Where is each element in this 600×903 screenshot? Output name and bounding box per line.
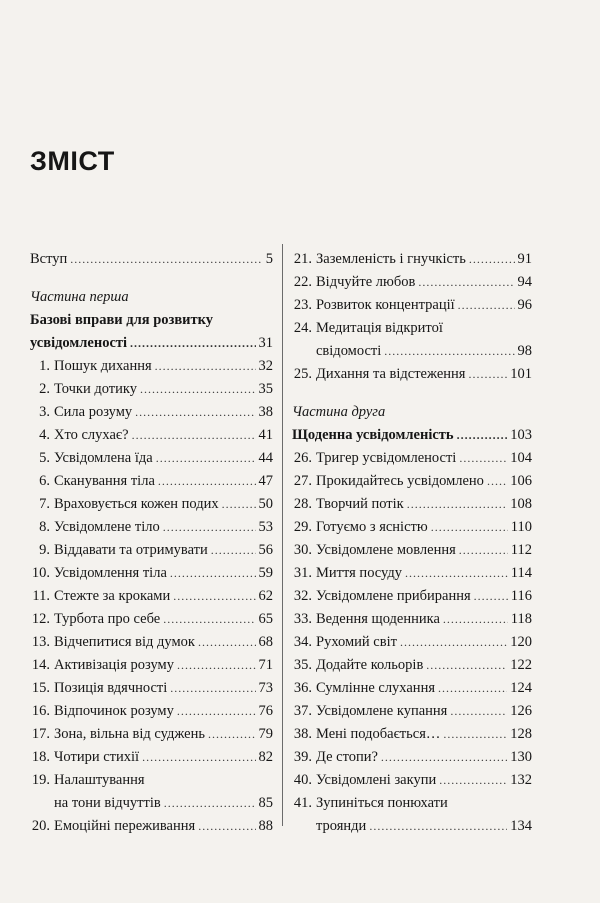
toc-page: 128 (510, 726, 532, 742)
leader-dots (163, 608, 255, 631)
toc-page: 94 (517, 274, 532, 290)
toc-number: 17. (31, 726, 50, 742)
leader-dots (438, 677, 507, 700)
toc-right-column (292, 248, 532, 838)
toc-label: Медитація відкритої (316, 320, 443, 336)
toc-number: 13. (31, 634, 50, 650)
toc-page: 32 (258, 358, 273, 374)
toc-page: 82 (258, 749, 273, 765)
toc-number: 41. (293, 795, 312, 811)
toc-number: 39. (293, 749, 312, 765)
leader-dots (170, 562, 256, 585)
toc-label: Віддавати та отримувати (54, 542, 208, 558)
toc-page: 122 (510, 657, 532, 673)
toc-entry[interactable] (292, 516, 532, 539)
toc-label: Враховується кожен подих (54, 496, 219, 512)
toc-page: 106 (510, 473, 532, 489)
toc-number: 33. (293, 611, 312, 627)
leader-dots (384, 340, 514, 363)
toc-entry[interactable] (30, 608, 273, 631)
toc-number: 35. (293, 657, 312, 673)
leader-dots (487, 470, 507, 493)
toc-label: Додайте кольорів (316, 657, 424, 673)
toc-number: 28. (293, 496, 312, 512)
toc-entry[interactable] (30, 769, 273, 792)
toc-number: 37. (293, 703, 312, 719)
toc-label: на тони відчуттів (54, 795, 161, 811)
toc-page: 132 (510, 772, 532, 788)
toc-entry[interactable] (292, 677, 532, 700)
toc-number: 38. (293, 726, 312, 742)
leader-dots (130, 332, 255, 355)
leader-dots (418, 271, 514, 294)
toc-number: 1. (39, 358, 50, 374)
toc-number: 26. (293, 450, 312, 466)
toc-label: Стежте за кроками (54, 588, 171, 604)
toc-label: Позиція вдячності (54, 680, 168, 696)
leader-dots (163, 516, 256, 539)
page-title: ЗМІСТ (30, 146, 115, 176)
leader-dots (70, 248, 262, 271)
toc-page: 134 (510, 818, 532, 834)
toc-label: усвідомленості (30, 335, 128, 351)
leader-dots (177, 700, 256, 723)
toc-page: 110 (510, 519, 532, 535)
toc-entry[interactable] (292, 654, 532, 677)
toc-page: 71 (258, 657, 273, 673)
toc-number: 27. (293, 473, 312, 489)
toc-entry[interactable] (30, 355, 273, 378)
toc-entry[interactable] (30, 539, 273, 562)
leader-dots (457, 424, 508, 447)
toc-entry[interactable] (30, 631, 273, 654)
toc-number: 16. (31, 703, 50, 719)
toc-number: 23. (293, 297, 312, 313)
toc-label: Чотири стихії (54, 749, 140, 765)
toc-page: 59 (258, 565, 273, 581)
toc-label: Зона, вільна від суджень (54, 726, 205, 742)
toc-entry[interactable] (292, 539, 532, 562)
toc-entry[interactable] (292, 493, 532, 516)
leader-dots (158, 470, 256, 493)
toc-entry[interactable] (30, 815, 273, 838)
toc-page: 124 (510, 680, 532, 696)
toc-label: Хто слухає? (54, 427, 129, 443)
section-title: Базові вправи для розвитку (30, 312, 214, 328)
leader-dots (474, 585, 508, 608)
toc-entry[interactable] (30, 401, 273, 424)
toc-intro[interactable] (30, 248, 273, 271)
toc-page: 104 (510, 450, 532, 466)
toc-page: 126 (510, 703, 532, 719)
toc-page: 101 (510, 366, 532, 382)
column-divider (282, 244, 283, 826)
toc-number: 4. (39, 427, 50, 443)
leader-dots (407, 493, 508, 516)
toc-label: Усвідомлене купання (316, 703, 448, 719)
toc-entry[interactable] (30, 493, 273, 516)
toc-page: 112 (510, 542, 532, 558)
toc-number: 6. (39, 473, 50, 489)
toc-number: 25. (293, 366, 312, 382)
leader-dots (459, 447, 507, 470)
toc-page: 41 (258, 427, 273, 443)
toc-entry-continued[interactable] (30, 792, 273, 815)
toc-number: 11. (32, 588, 50, 604)
toc-page: 38 (258, 404, 273, 420)
toc-label: Турбота про себе (54, 611, 161, 627)
toc-page: 76 (258, 703, 273, 719)
toc-entry[interactable] (30, 424, 273, 447)
leader-dots (198, 631, 256, 654)
toc-page: 35 (258, 381, 273, 397)
toc-label: Творчий потік (316, 496, 404, 512)
toc-page: 85 (258, 795, 273, 811)
toc-page: 5 (265, 251, 273, 267)
toc-entry[interactable] (292, 271, 532, 294)
toc-label: Рухомий світ (316, 634, 397, 650)
toc-number: 34. (293, 634, 312, 650)
leader-dots (170, 677, 255, 700)
toc-number: 8. (39, 519, 50, 535)
toc-number: 31. (293, 565, 312, 581)
toc-label: Миття посуду (316, 565, 403, 581)
toc-entry[interactable] (292, 631, 532, 654)
toc-entry[interactable] (292, 723, 532, 746)
toc-label: Усвідомлення тіла (54, 565, 167, 581)
toc-label: Усвідомлене тіло (54, 519, 160, 535)
leader-dots (431, 516, 508, 539)
toc-label: Активізація розуму (54, 657, 174, 673)
toc-page: 130 (510, 749, 532, 765)
part-heading: Частина друга (292, 404, 386, 420)
toc-number: 14. (31, 657, 50, 673)
toc-page: 98 (517, 343, 532, 359)
leader-dots (173, 585, 255, 608)
leader-dots (426, 654, 507, 677)
toc-page: 79 (258, 726, 273, 742)
toc-label: Ведення щоденника (316, 611, 440, 627)
leader-dots (132, 424, 256, 447)
leader-dots (369, 815, 507, 838)
toc-entry[interactable] (30, 516, 273, 539)
toc-number: 7. (39, 496, 50, 512)
toc-number: 24. (293, 320, 312, 336)
toc-page: 65 (258, 611, 273, 627)
toc-section[interactable] (292, 424, 532, 447)
toc-number: 20. (31, 818, 50, 834)
toc-label: Дихання та відстеження (316, 366, 466, 382)
toc-entry[interactable] (30, 447, 273, 470)
toc-label: свідомості (316, 343, 382, 359)
toc-number: 40. (293, 772, 312, 788)
toc-entry[interactable] (30, 562, 273, 585)
toc-label: Усвідомлене мовлення (316, 542, 456, 558)
toc-number: 19. (31, 772, 50, 788)
toc-number: 21. (293, 251, 312, 267)
toc-number: 5. (39, 450, 50, 466)
leader-dots (211, 539, 256, 562)
toc-number: 3. (39, 404, 50, 420)
toc-page: 103 (510, 427, 532, 443)
toc-page: 88 (258, 818, 273, 834)
toc-label: Де стопи? (316, 749, 378, 765)
toc-number: 9. (39, 542, 50, 558)
leader-dots (155, 355, 256, 378)
toc-label: Сумлінне слухання (316, 680, 435, 696)
toc-label: Сила розуму (54, 404, 133, 420)
toc-entry[interactable] (30, 723, 273, 746)
toc-page: 91 (517, 251, 532, 267)
toc-label: Готуємо з ясністю (316, 519, 428, 535)
toc-page: 73 (258, 680, 273, 696)
toc-label: Точки дотику (54, 381, 137, 397)
toc-entry[interactable] (292, 317, 532, 340)
leader-dots (208, 723, 256, 746)
toc-page: 96 (517, 297, 532, 313)
toc-page: 114 (510, 565, 532, 581)
toc-entry[interactable] (30, 677, 273, 700)
toc-label: Усвідомлені закупи (316, 772, 437, 788)
toc-page: 118 (510, 611, 532, 627)
toc-entry[interactable] (292, 700, 532, 723)
toc-label: Заземленість і гнучкість (316, 251, 466, 267)
leader-dots (468, 363, 507, 386)
toc-label: Мені подобається… (316, 726, 441, 742)
toc-entry[interactable] (292, 294, 532, 317)
leader-dots (443, 723, 507, 746)
toc-page: 116 (510, 588, 532, 604)
toc-entry[interactable] (30, 746, 273, 769)
toc-label: Налаштування (54, 772, 145, 788)
part-heading: Частина перша (30, 289, 129, 305)
leader-dots (156, 447, 256, 470)
toc-label: Усвідомлена їда (54, 450, 153, 466)
toc-page: 47 (258, 473, 273, 489)
toc-page: 120 (510, 634, 532, 650)
toc-number: 22. (293, 274, 312, 290)
leader-dots (140, 378, 256, 401)
toc-label: Емоційні переживання (54, 818, 196, 834)
toc-label: Пошук дихання (54, 358, 152, 374)
toc-label: Відчуйте любов (316, 274, 416, 290)
leader-dots (381, 746, 507, 769)
toc-entry[interactable] (30, 470, 273, 493)
toc-label: Відпочинок розуму (54, 703, 174, 719)
toc-number: 15. (31, 680, 50, 696)
leader-dots (443, 608, 508, 631)
leader-dots (458, 294, 515, 317)
toc-number: 29. (293, 519, 312, 535)
toc-entry[interactable] (292, 585, 532, 608)
toc-entry[interactable] (30, 378, 273, 401)
toc-entry[interactable] (292, 363, 532, 386)
toc-left-column (30, 248, 273, 838)
leader-dots (198, 815, 255, 838)
toc-page: 50 (258, 496, 273, 512)
toc-label: Прокидайтесь усвідомлено (316, 473, 484, 489)
toc-entry[interactable] (292, 769, 532, 792)
toc-label: Усвідомлене прибирання (316, 588, 471, 604)
toc-page: 56 (258, 542, 273, 558)
toc-section[interactable] (30, 332, 273, 355)
toc-entry[interactable] (292, 447, 532, 470)
toc-entry[interactable] (292, 608, 532, 631)
toc-entry-continued[interactable] (292, 815, 532, 838)
leader-dots (400, 631, 507, 654)
toc-entry[interactable] (30, 585, 273, 608)
leader-dots (142, 746, 255, 769)
leader-dots (439, 769, 507, 792)
toc-label: Тригер усвідомленості (316, 450, 457, 466)
leader-dots (459, 539, 508, 562)
toc-label: троянди (316, 818, 367, 834)
leader-dots (164, 792, 256, 815)
toc-entry[interactable] (292, 248, 532, 271)
leader-dots (450, 700, 507, 723)
toc-page: 68 (258, 634, 273, 650)
toc-number: 10. (31, 565, 50, 581)
toc-number: 2. (39, 381, 50, 397)
toc-label: Відчепитися від думок (54, 634, 195, 650)
toc-page: 44 (258, 450, 273, 466)
toc-number: 12. (31, 611, 50, 627)
leader-dots (222, 493, 256, 516)
toc-entry[interactable] (292, 792, 532, 815)
toc-page: 53 (258, 519, 273, 535)
toc-entry[interactable] (30, 700, 273, 723)
toc-page: 108 (510, 496, 532, 512)
toc-entry[interactable] (30, 654, 273, 677)
toc-entry-continued[interactable] (292, 340, 532, 363)
toc-number: 36. (293, 680, 312, 696)
toc-page: 62 (258, 588, 273, 604)
leader-dots (177, 654, 256, 677)
leader-dots (469, 248, 515, 271)
toc-label: Зупиніться понюхати (316, 795, 448, 811)
toc-number: 30. (293, 542, 312, 558)
toc-entry[interactable] (292, 470, 532, 493)
toc-entry[interactable] (292, 562, 532, 585)
toc-entry[interactable] (292, 746, 532, 769)
toc-label: Розвиток концентрації (316, 297, 455, 313)
toc-label: Сканування тіла (54, 473, 155, 489)
leader-dots (135, 401, 255, 424)
toc-number: 32. (293, 588, 312, 604)
toc-page: 31 (258, 335, 273, 351)
toc-label: Вступ (30, 251, 68, 267)
leader-dots (405, 562, 508, 585)
toc-number: 18. (31, 749, 50, 765)
toc-label: Щоденна усвідомленість (292, 427, 454, 443)
